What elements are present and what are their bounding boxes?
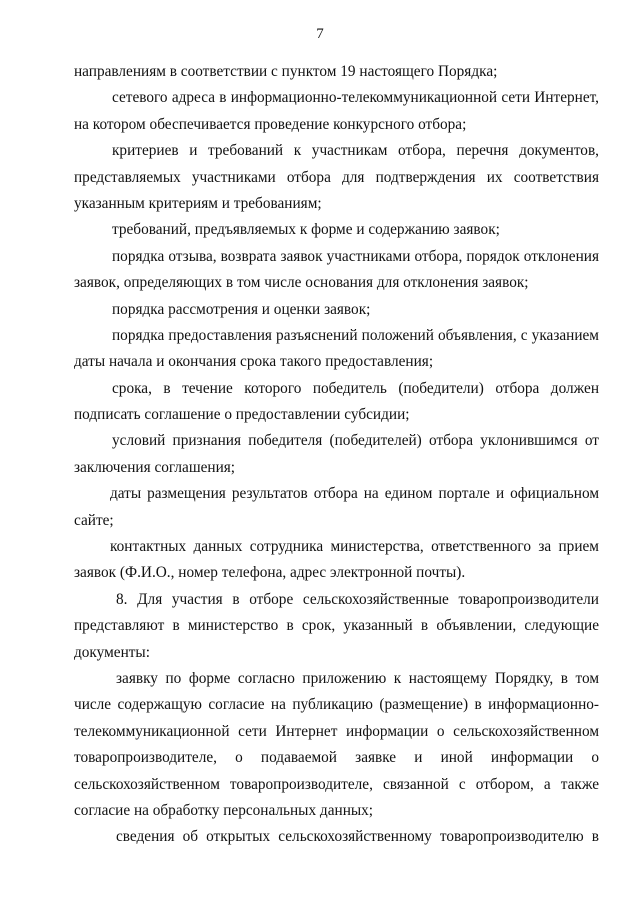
text-line: документы: bbox=[74, 643, 150, 661]
text-line: 8. Для участия в отборе сельскохозяйственные товаропроизводители bbox=[116, 590, 599, 608]
text-line: подписать соглашение о предоставлении субсидии; bbox=[74, 406, 410, 424]
text-line: представляют в министерство в срок, указанный в объявлении, следующие bbox=[74, 617, 599, 635]
text-line: требований, предъявляемых к форме и содержанию заявок; bbox=[112, 221, 500, 239]
text-line: телекоммуникационной сети Интернет информации о сельскохозяйственном bbox=[74, 722, 599, 740]
text-line: согласие на обработку персональных данных; bbox=[74, 801, 374, 819]
text-line: заявок (Ф.И.О., номер телефона, адрес электронной почты). bbox=[74, 564, 466, 582]
text-line: порядка рассмотрения и оценки заявок; bbox=[112, 300, 371, 318]
text-line: порядка предоставления разъяснений положений объявления, с указанием bbox=[112, 326, 599, 344]
text-line: сетевого адреса в информационно-телекоммуникационной сети Интернет, bbox=[112, 89, 599, 107]
text-line: представляемых участниками отбора для подтверждения их соответствия bbox=[74, 168, 599, 186]
text-line: порядка отзыва, возврата заявок участниками отбора, порядок отклонения bbox=[112, 247, 599, 265]
text-line: условий признания победителя (победителей) отбора уклонившимся от bbox=[112, 432, 599, 450]
text-line: направлениям в соответствии с пунктом 19 настоящего Порядка; bbox=[74, 63, 498, 80]
page-number: 7 bbox=[316, 26, 324, 42]
document-text bbox=[74, 59, 599, 851]
text-line: заключения соглашения; bbox=[74, 458, 236, 476]
text-line: числе содержащую согласие на публикацию (размещение) в информационно- bbox=[74, 696, 599, 714]
text-line: срока, в течение которого победитель (победители) отбора должен bbox=[112, 379, 599, 397]
text-line: товаропроизводителе, о подаваемой заявке и иной информации о bbox=[74, 749, 599, 767]
text-line: критериев и требований к участникам отбора, перечня документов, bbox=[112, 142, 599, 160]
text-line: сайте; bbox=[74, 511, 114, 529]
text-line: даты размещения результатов отбора на едином портале и официальном bbox=[110, 485, 599, 503]
text-line: сведения об открытых сельскохозяйственному товаропроизводителю в bbox=[116, 828, 599, 846]
text-line: заявку по форме согласно приложению к настоящему Порядку, в том bbox=[116, 669, 599, 687]
text-line: контактных данных сотрудника министерства, ответственного за прием bbox=[110, 538, 599, 556]
text-line: заявок, определяющих в том числе основания для отклонения заявок; bbox=[74, 274, 529, 292]
text-line: даты начала и окончания срока такого предоставления; bbox=[74, 353, 434, 371]
text-line: указанным критериям и требованиям; bbox=[74, 194, 322, 212]
text-line: на котором обеспечивается проведение конкурсного отбора; bbox=[74, 115, 467, 133]
text-line: сельскохозяйственном товаропроизводителе, связанной с отбором, а также bbox=[74, 775, 599, 793]
